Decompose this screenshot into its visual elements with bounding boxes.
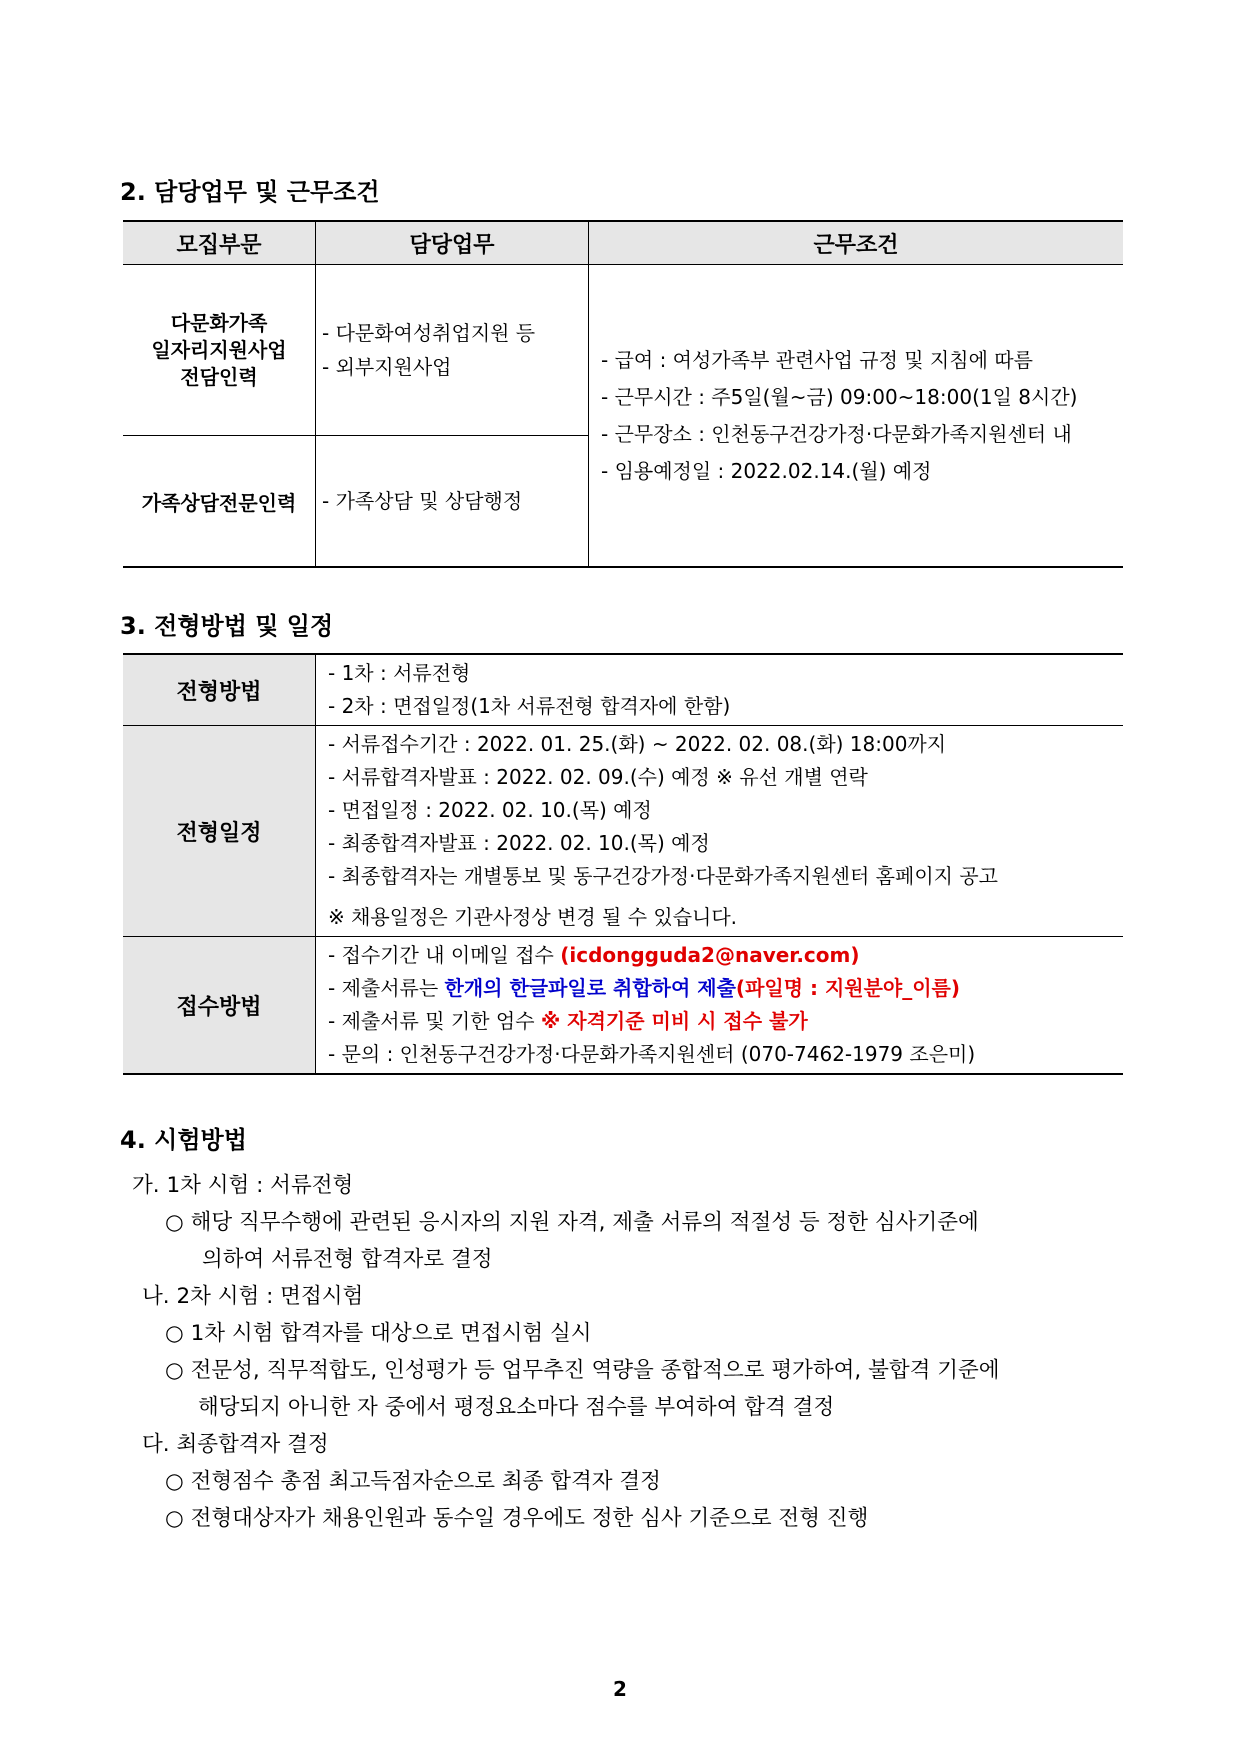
division-line: 전담인력 xyxy=(180,364,258,389)
condition-line: - 임용예정일 : 2022.02.14.(월) 예정 xyxy=(601,458,932,483)
table-row xyxy=(123,654,1123,726)
section-4-title: 4. 시험방법 xyxy=(120,1126,247,1154)
table-row xyxy=(123,265,1123,436)
method-line: - 1차 : 서류전형 xyxy=(328,661,471,685)
apply-text: - 제출서류 및 기한 엄수 xyxy=(328,1009,541,1033)
warning-text: ※ 자격기준 미비 시 접수 불가 xyxy=(540,1009,808,1033)
division-line: 일자리지원사업 xyxy=(151,337,287,362)
division-cell xyxy=(123,265,316,436)
selection-table xyxy=(123,653,1123,1075)
conditions-cell xyxy=(589,265,1124,568)
schedule-line: - 최종합격자발표 : 2022. 02. 10.(목) 예정 xyxy=(328,831,710,855)
schedule-line: - 최종합격자는 개별통보 및 동구건강가정·다문화가족지원센터 홈페이지 공고 xyxy=(328,864,998,888)
table-row xyxy=(123,937,1123,1075)
division-cell: 가족상담전문인력 xyxy=(123,436,316,568)
header-division: 모집부문 xyxy=(123,221,316,265)
list-item-cont: 의하여 서류전형 합격자로 결정 xyxy=(202,1247,493,1272)
schedule-label: 전형일정 xyxy=(123,726,316,937)
duty-line: - 외부지원사업 xyxy=(322,355,452,379)
duty-line: - 가족상담 및 상담행정 xyxy=(322,489,523,513)
duty-line: - 다문화여성취업지원 등 xyxy=(322,321,536,345)
condition-line: - 급여 : 여성가족부 관련사업 규정 및 지침에 따름 xyxy=(601,347,1033,372)
list-item: ○ 1차 시험 합격자를 대상으로 면접시험 실시 xyxy=(165,1321,592,1346)
method-label: 전형방법 xyxy=(123,654,316,726)
method-line: - 2차 : 면접일정(1차 서류전형 합격자에 한함) xyxy=(328,694,731,718)
apply-line xyxy=(328,939,1122,972)
apply-line xyxy=(328,1005,1122,1038)
header-duties: 담당업무 xyxy=(316,221,589,265)
list-item: ○ 전형대상자가 채용인원과 동수일 경우에도 정한 심사 기준으로 전형 진행 xyxy=(165,1506,869,1531)
list-item-cont: 해당되지 아니한 자 중에서 평정요소마다 점수를 부여하여 합격 결정 xyxy=(198,1395,835,1420)
apply-line: - 문의 : 인천동구건강가정·다문화가족지원센터 (070-7462-1979 조은미) xyxy=(328,1042,976,1066)
condition-line: - 근무시간 : 주5일(월~금) 09:00~18:00(1일 8시간) xyxy=(601,384,1078,409)
filename-rule: (파일명 : 지원분야_이름) xyxy=(735,976,961,1000)
method-content xyxy=(316,654,1124,726)
list-item: ○ 전문성, 직무적합도, 인성평가 등 업무추진 역량을 종합적으로 평가하여, 불합격 기준에 xyxy=(165,1358,1000,1383)
apply-label: 접수방법 xyxy=(123,937,316,1075)
header-conditions: 근무조건 xyxy=(589,221,1124,265)
division-line: 다문화가족 xyxy=(170,310,268,335)
duties-conditions-table xyxy=(123,220,1123,568)
condition-line: - 근무장소 : 인천동구건강가정·다문화가족지원센터 내 xyxy=(601,421,1072,446)
table-row xyxy=(123,726,1123,937)
section-2-title: 2. 담당업무 및 근무조건 xyxy=(120,178,380,206)
duties-cell xyxy=(316,265,589,436)
list-item: ○ 해당 직무수행에 관련된 응시자의 지원 자격, 제출 서류의 적절성 등 정한 심사기준에 xyxy=(165,1210,979,1235)
highlight-text: 한개의 한글파일로 취합하여 제출 xyxy=(444,976,736,1000)
schedule-note: ※ 채용일정은 기관사정상 변경 될 수 있습니다. xyxy=(328,905,738,929)
schedule-content xyxy=(316,726,1124,937)
schedule-line: - 면접일정 : 2022. 02. 10.(목) 예정 xyxy=(328,798,652,822)
section-3-title: 3. 전형방법 및 일정 xyxy=(120,612,334,640)
apply-text: - 접수기간 내 이메일 접수 xyxy=(328,943,561,967)
apply-content xyxy=(316,937,1124,1075)
apply-line xyxy=(328,972,1122,1005)
schedule-line: - 서류접수기간 : 2022. 01. 25.(화) ~ 2022. 02. 08.(화) 18:00까지 xyxy=(328,732,947,756)
sub-a-title: 가. 1차 시험 : 서류전형 xyxy=(132,1173,354,1198)
contact-email: (icdongguda2@naver.com) xyxy=(560,943,860,967)
apply-text: - 제출서류는 xyxy=(328,976,445,1000)
sub-b-title: 나. 2차 시험 : 면접시험 xyxy=(142,1284,364,1309)
list-item: ○ 전형점수 총점 최고득점자순으로 최종 합격자 결정 xyxy=(165,1469,661,1494)
duties-cell xyxy=(316,436,589,568)
page-number: 2 xyxy=(613,1677,627,1701)
sub-c-title: 다. 최종합격자 결정 xyxy=(142,1432,329,1457)
schedule-line: - 서류합격자발표 : 2022. 02. 09.(수) 예정 ※ 유선 개별 연락 xyxy=(328,765,868,789)
